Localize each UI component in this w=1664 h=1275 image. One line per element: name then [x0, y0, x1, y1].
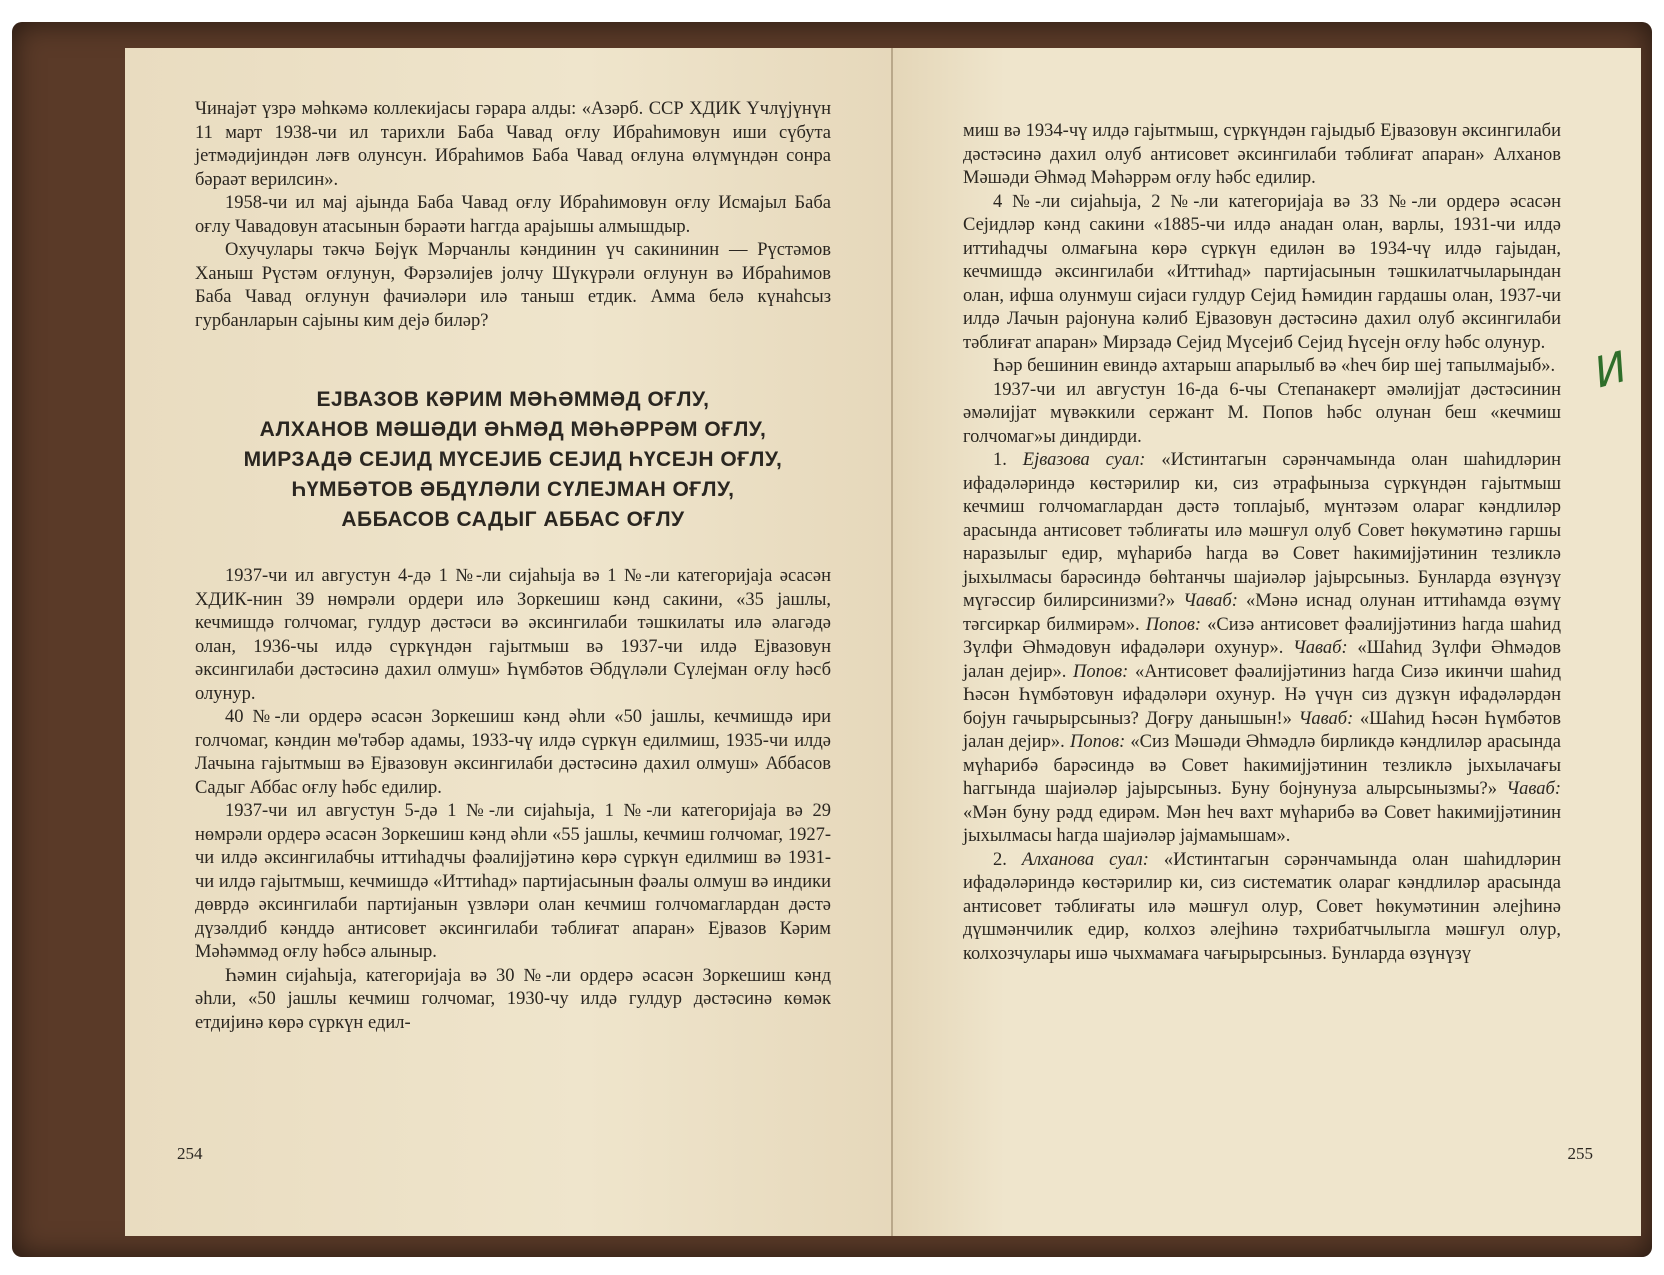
left-paragraph-6: 1937-чи ил августун 5-дә 1 №-ли сијаһыја, 1 №-ли категоријаја вә 29 нөмрәли ордерә әсасән Зоркешиш кәнд әһли «55 јашлы, кечмиш голчомаг, 1927-чи илдә әксингилабчы иттиһадчы фәалијјәтинә көрә сүркүн едилмиш вә 1931-чи илдә гајытмыш, кечмишдә «Иттиһад» партијасынын фәалы олмуш вә индики дөврдә әксингилаби партијанын үзвләри олан кечмиш голчомаглардан дәстә дүзәлдиб кәнддә антисовет әксингилаби тәблиғат апаран» Ејвазов Кәрим Мәһәммәд оғлу һәбсә алыныр.: [195, 801, 831, 962]
page-number-left: 254: [177, 1144, 203, 1163]
heading-line: МИРЗАДӘ СЕЈИД МҮСЕЈИБ СЕЈИД ҺҮСЕЈН ОҒЛУ,: [243, 448, 783, 471]
interrogation-1: 1. Ејвазова суал: «Истинтагын сәрәнчамында олан шаһидләрин ифадәләриндә көстәрилир ки, сиз әтрафыныза сүркүндән гајытмыш кечмиш голчомаглардан дәстә топлајыб, мүнтәзәм олараг кәндлиләр арасында антисовет тәблиғаты илә мәшғул олуб Совет һөкумәтинә гаршы наразылыг едир, мүһарибә һагда вә Совет һакимијјәтинин тезликлә јыхылмасы барәсиндә бөһтанчы шајиәләр јајырсыныз. Бунларда өзүнүзү мүгәссир билирсинизми?» Чаваб: «Мәнә иснад олунан иттиһамда өзүмү тәгсиркар билмирәм». Попов: «Сизә антисовет фәалијјәтиниз һагда шаһид Зүлфи Әһмәдовун ифадәләри охунур». Чаваб: «Шаһид Зүлфи Әһмәдов јалан дејир». Попов: «Антисовет фәалијјәтиниз һагда Сизә икинчи шаһид Һәсән Һүмбәтовун ифадәләри охунур. Нә үчүн сиз дүзкүн ифадәләрдән бојун гачырырсыныз? Доғру данышын!» Чаваб: «Шаһид Һәсән Һүмбәтов јалан дејир». Попов: «Сиз Мәшәди Әһмәдлә бирликдә кәндлиләр арасында мүһарибә барәсиндә вә Совет һакимијјәтинин тезликлә јыхылачағы һаггында шајиәләр јајырсыныз. Буну бојнунуза алырсынызмы?» Чаваб: «Мән буну рәдд едирәм. Мән һеч вахт мүһарибә вә Совет һакимијјәтинин јыхылмасы һагда шајиәләр јајмамышам».: [963, 450, 1562, 846]
interrogator-text: «Сиз Мәшәди Әһмәдлә бирликдә кәндлиләр арасында мүһарибә барәсиндә вә Совет һакимијјәтинин тезликлә јыхылачағы һаггында шајиәләр јајырсыныз. Буну бојнунуза алырсынызмы?»: [963, 732, 1561, 799]
heading-line: ЕЈВАЗОВ КӘРИМ МӘҺӘММӘД ОҒЛУ,: [316, 388, 710, 411]
left-page: [125, 48, 893, 1236]
interrogator-label: Попов:: [1145, 614, 1202, 635]
answer-text: «Мән буну рәдд едирәм. Мән һеч вахт мүһарибә вә Совет һакимијјәтинин јыхылмасы һагда шајиәләр јајмамышам».: [963, 802, 1561, 846]
answer-text: «Шаһид Зүлфи Әһмәдов јалан дејир».: [963, 638, 1561, 682]
heading-line: ҺҮМБӘТОВ ӘБДҮЛӘЛИ СҮЛЕЈМАН ОҒЛУ,: [291, 478, 735, 501]
right-paragraph-4: 1937-чи ил августун 16-да 6-чы Степанакерт әмәлијјат дәстәсинин әмәлијјат мүвәккили сержант М. Попов һәбс олунан беш «кечмиш голчомаг»ы диндирди.: [963, 379, 1561, 447]
right-paragraph-1: миш вә 1934-чү илдә гајытмыш, сүркүндән гајыдыб Ејвазовун әксингилаби дәстәсинә дахил олуб антисовет әксингилаби тәблиғат апаран» Алханов Мәшәди Әһмәд Мәһәррәм оғлу һәбс едилир.: [963, 121, 1561, 188]
question-label: Алханова суал:: [1021, 849, 1149, 870]
section-heading: [195, 385, 831, 535]
answer-label: Чаваб:: [1183, 591, 1238, 611]
left-paragraph-3: Охучулары тәкчә Бөјүк Мәрчанлы кәндинин үч сакининин — Рүстәмов Ханыш Рүстәм оғлунун, Фәрзәлијев јолчу Шүкүрәли оғлунун вә Ибраһимов Баба Чавад оғлунун фачиәләри илә таныш етдик. Амма белә күнаһсыз гурбанларын сајыны ким дејә биләр?: [195, 240, 831, 331]
interrogation-2: 2. Алханова суал: «Истинтагын сәрәнчамында олан шаһидләрин ифадәләриндә көстәрилир ки, сиз систематик олараг кәндлиләр арасында антисовет тәблиғаты илә мәшғул олур, Совет һөкумәтинин әлејһинә дүшмәнчилик едир, колхоз әлејһинә тәхрибатчылыгла мәшғул олур, колхозчулары ишә чыхмамаға чағырырсыныз. Бунларда өзүнүзү: [963, 849, 1561, 964]
left-paragraph-4: 1937-чи ил августун 4-дә 1 №-ли сијаһыја вә 1 №-ли категоријаја әсасән ХДИК-нин 39 нөмрәли ордери илә Зоркешиш кәнд сакини, «35 јашлы, кечмишдә голчомаг, гулдур дәстәси вә әксингилаби тәшкилаты илә әлагәдә олан, 1936-чы илдә сүркүндән гајытмыш вә 1937-чи илдә Ејвазовун әксингилаби дәстәсинә дахил олмуш» Һүмбәтов Әбдүләли Сүлејман оғлу һәсб олунур.: [195, 566, 831, 704]
answer-text: «Шаһид Һәсән Һүмбәтов јалан дејир».: [963, 708, 1561, 752]
left-paragraph-2: 1958-чи ил мај ајында Баба Чавад оғлу Ибраһимовун оғлу Исмајыл Баба оғлу Чавадовун атасынын бәраәти һаггда арајышы алмышдыр.: [195, 193, 831, 237]
heading-line: АББАСОВ САДЫГ АББАС ОҒЛУ: [341, 508, 685, 531]
interrogator-label: Попов:: [1073, 661, 1129, 682]
answer-text: «Мәнә иснад олунан иттиһамда өзүмү тәгсиркар билмирәм».: [963, 591, 1561, 635]
question-text: «Истинтагын сәрәнчамында олан шаһидләрин ифадәләриндә көстәрилир ки, сиз систематик олараг кәндлиләр арасында антисовет тәблиғаты илә мәшғул олур, Совет һөкумәтинин әлејһинә дүшмәнчилик едир, колхоз әлејһинә тәхрибатчылыгла мәшғул олур, колхозчулары ишә чыхмамаға чағырырсыныз. Бунларда өзүнүзү: [963, 849, 1561, 964]
answer-label: Чаваб:: [1506, 779, 1561, 799]
left-paragraph-5: 40 №-ли ордерә әсасән Зоркешиш кәнд әһли «50 јашлы, кечмишдә ири голчомаг, кәндин мө'тәбәр адамы, 1933-чү илдә сүркүн едилмиш, 1935-чи илдә Лачына гајытмыш вә Ејвазовун әксингилаби дәстәсинә дахил олмуш» Аббасов Садыг Аббас оғлу һәбс едилир.: [195, 707, 831, 798]
heading-line: АЛХАНОВ МӘШӘДИ ӘҺМӘД МӘҺӘРРӘМ ОҒЛУ,: [259, 418, 767, 441]
interrogator-text: «Сизә антисовет фәалијјәтиниз һагда шаһид Зүлфи Әһмәдовун ифадәләри охунур».: [963, 614, 1561, 658]
interrogator-text: «Антисовет фәалијјәтиниз һагда Сизә икинчи шаһид Һәсән Һүмбәтовун ифадәләри охунур. Нә үчүн сиз дүзкүн ифадәләрдән бојун гачырырсыныз? Доғру данышын!»: [963, 661, 1561, 729]
right-paragraph-3: Һәр бешинин евиндә ахтарыш апарылыб вә «һеч бир шеј тапылмајыб».: [993, 356, 1556, 376]
left-paragraph-1: Чинајәт үзрә мәһкәмә коллекијасы гәрара алды: «Азәрб. ССР ХДИК Үчлүјүнүн 11 март 1938-чи ил тарихли Баба Чавад оғлу Ибраһимовун иши сүбута јетмәдијиндән ләғв олунсун. Ибраһимов Баба Чавад оғлуна өлүмүндән сонра бәраәт верилсин».: [195, 99, 831, 190]
answer-label: Чаваб:: [1298, 708, 1354, 729]
right-paragraph-2: 4 №-ли сијаһыја, 2 №-ли категоријаја вә 33 №-ли ордерә әсасән Сејидләр кәнд сакини «1885-чи илдә анадан олан, варлы, 1931-чи илдә иттиһадчы олмағына көрә сүркүн едилән вә 1934-чү илдә гајыдан, кечмишдә әксингилаби «Иттиһад» партијасынын тәшкилатчыларындан олан, ифша олунмуш сијаси гулдур Сејид Һәмидин гардашы олан, 1937-чи илдә Лачын рајонуна кәлиб Ејвазовун дәстәсинә дахил олуб әксингилаби тәблиғат апаран» Мирзадә Сејид Мүсејиб Сејид Һүсејн оғлу һәбс олунур.: [963, 191, 1561, 353]
question-label: Ејвазова суал:: [1022, 450, 1146, 470]
handwritten-margin-note: И: [1589, 341, 1633, 398]
interrogator-label: Попов:: [1069, 732, 1126, 752]
page-number-right: 255: [1567, 1144, 1593, 1163]
question-text: «Истинтагын сәрәнчамында олан шаһидләрин ифадәләриндә көстәрилир ки, сиз әтрафыныза сүркүндән гајытмыш кечмиш голчомаглардан дәстә топлајыб, мүнтәзәм олараг кәндлиләр арасында антисовет тәблиғаты илә мәшғул олуб Совет һөкумәтинә гаршы наразылыг едир, мүһарибә һагда вә Совет һакимијјәтинин тезликлә јыхылмасы барәсиндә бөһтанчы шајиәләр јајырсыныз. Бунларда өзүнүзү мүгәссир билирсинизми?»: [963, 450, 1562, 611]
right-page: [893, 48, 1641, 1236]
left-paragraph-7: Һәмин сијаһыја, категоријаја вә 30 №-ли ордерә әсасән Зоркешиш кәнд әһли, «50 јашлы кечмиш голчомаг, 1930-чу илдә гулдур дәстәсинә көмәк етдијинә көрә сүркүн едил-: [195, 965, 831, 1033]
answer-label: Чаваб:: [1293, 638, 1348, 658]
